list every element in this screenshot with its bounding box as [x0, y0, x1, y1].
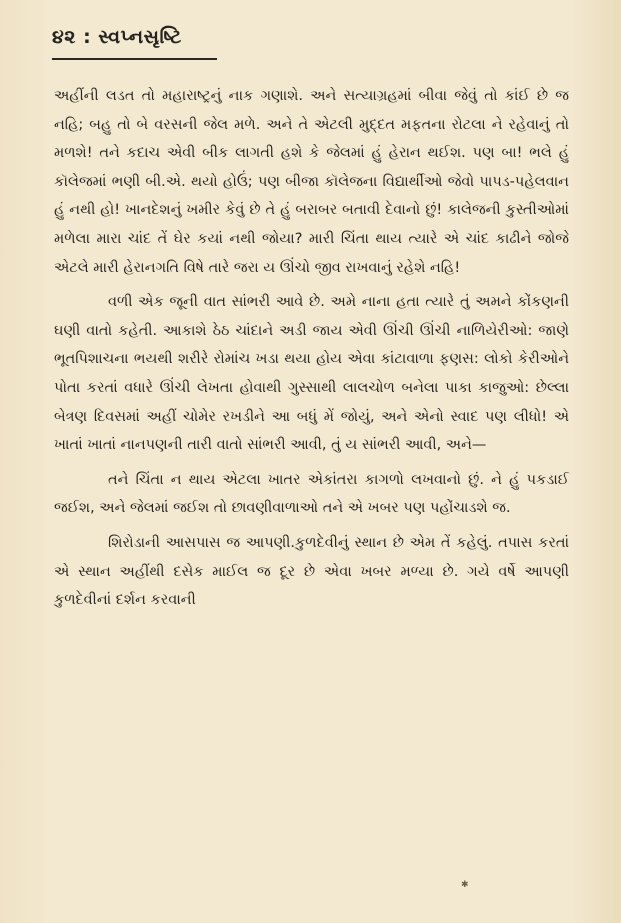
paragraph-3: તને ચિંતા ન થાય એટલા ખાતર એકાંતરા કાગળો લખવાનો છું. ને હું પકડાઈ જઈશ, અને જેલમાં જઈશ તો છાવણીવાળાઓ તને એ ખબર પણ પહોંચાડશે જ. [54, 471, 569, 517]
paragraph-4: શિરોડાની આસપાસ જ આપણી.કુળદેવીનું સ્થાન છે એમ તેં કહેલું. તપાસ કરતાં એ સ્થાન અહીંથી દસેક માઈલ જ દૂર છે એવા ખબર મળ્યા છે. ગયે વર્ષે આપણી કુળદેવીનાં દર્શન કરવાની [54, 534, 569, 609]
running-title: સ્વપ્નસૃષ્ટિ [98, 26, 182, 48]
print-mark-icon: ✱ [461, 880, 469, 890]
body-text [54, 82, 569, 615]
running-header [52, 26, 182, 56]
paragraph-2: વળી એક જૂની વાત સાંભરી આવે છે. અમે નાના હતા ત્યારે તું અમને કોંકણની ઘણી વાતો કહેતી. આકાશે ઠેઠ ચાંદાને અડી જાય એવી ઊંચી ઊંચી નાળિયેરીઓ: જાણે ભૂતપિશાચના ભયથી શરીરે રોમાંચ ખડા થયા હોય એવા કાંટાવાળા ફણસ: લોકો કેરીઓને પોતા કરતાં વધારે ઊંચી લેખતા હોવાથી ગુસ્સાથી લાલચોળ બનેલા પાકા કાજુઓ: છેલ્લા બેત્રણ દિવસમાં અહીં ચોમેર રખડીને આ બધું મેં જોયું, અને એનો સ્વાદ પણ લીધો! એ ખાતાં ખાતાં નાનપણની તારી વાતો સાંભરી આવી, તું ય સાંભરી આવી, અને— [54, 294, 569, 454]
header-rule [52, 58, 217, 60]
header-separator: : [83, 26, 92, 48]
paragraph-1: અહીંની લડત તો મહારાષ્ટ્રનું નાક ગણાશે. અને સત્યાગ્રહમાં બીવા જેવું તો કાંઈ છે જ નહિ; બહુ તો બે વરસની જેલ મળે. અને તે એટલી મુદ્દત મફતના રોટલા ને રહેવાનું તો મળશે! તને કદાચ એવી બીક લાગતી હશે કે જેલમાં હું હેરાન થઈશ. પણ બા! ભલે હું કૉલેજમાં ભણી બી.એ. થયો હોઉં; પણ બીજા કૉલેજના વિદ્યાર્થીઓ જેવો પાપડ-પહેલવાન હું નથી હો! ખાનદેશનું ખમીર કેવું છે તે હું બરાબર બતાવી દેવાનો છું! કાલેજની કુસ્તીઓમાં મળેલા મારા ચાંદ તેં ઘેર કયાં નથી જોયા? મારી ચિંતા થાય ત્યારે એ ચાંદ કાઢીને જોજે એટલે મારી હેરાનગતિ વિષે તારે જરા ય ઊંચો જીવ રાખવાનું રહેશે નહિ! [54, 88, 569, 276]
page-number: ૪૨ [52, 26, 76, 48]
